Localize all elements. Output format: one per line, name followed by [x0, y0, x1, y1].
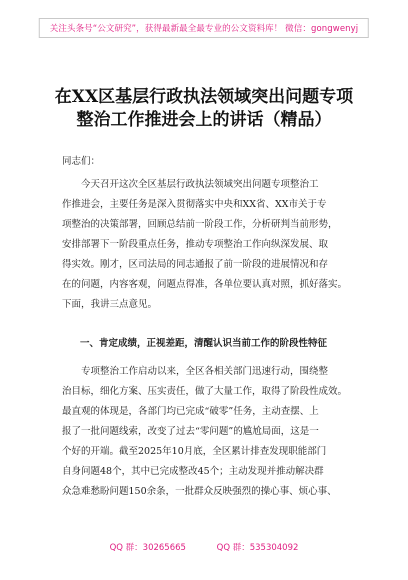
paragraph-line: 治目标，细化方案、压实责任，做了大量工作，取得了阶段性成效。: [62, 386, 348, 397]
title-line-1: 在XX区基层行政执法领域突出问题专项: [54, 87, 354, 107]
paragraph-line: 专项整治工作启动以来，全区各相关部门迅速行动，围绕整: [81, 366, 329, 377]
greeting: 同志们：: [62, 156, 101, 167]
paragraph-line: 项整治的决策部署，回顾总结前一阶段工作，分析研判当前形势，: [62, 219, 338, 230]
footer-contact: [0, 541, 408, 553]
footer-qq-group-2: QQ 群：535304092: [216, 543, 299, 553]
paragraph-line: 最直观的体现是，各部门均已完成“破零”任务，主动查摆、上: [62, 406, 319, 417]
paragraph-progress: [62, 362, 352, 502]
header-banner: 关注头条号“公文研究”，获得最新最全最专业的公文资料库！ 微信：gongwenyj: [39, 18, 369, 38]
footer-qq-group-1: QQ 群：30265665: [109, 543, 186, 553]
paragraph-intro: [62, 175, 352, 315]
paragraph-line: 今天召开这次全区基层行政执法领域突出问题专项整治工: [81, 179, 319, 190]
paragraph-line: 报了一批问题线索，改变了过去“零问题”的尴尬局面，这是一: [62, 426, 319, 437]
title-line-2: 整治工作推进会上的讲话（精品）: [76, 110, 332, 130]
paragraph-line: 自身问题48个，其中已完成整改45个；主动发现并推动解决群: [62, 466, 324, 477]
section-heading: 一、肯定成绩，正视差距，清醒认识当前工作的阶段性特征: [80, 338, 328, 349]
document-title: [34, 86, 374, 132]
paragraph-line: 下面，我讲三点意见。: [62, 299, 158, 310]
paragraph-line: 众急难愁盼问题150余条，一批群众反映强烈的操心事、烦心事、: [62, 486, 337, 497]
paragraph-line: 得实效。刚才，区司法局的同志通报了前一阶段的进展情况和存: [62, 259, 329, 270]
paragraph-line: 在的问题，内容客观，问题点得准，各单位要认真对照，抓好落实。: [62, 279, 348, 290]
paragraph-line: 作推进会，主要任务是深入贯彻落实中央和XX省、XX市关于专: [62, 199, 327, 210]
paragraph-line: 个好的开端。截至2025年10月底，全区累计排查发现职能部门: [62, 446, 327, 457]
paragraph-line: 安排部署下一阶段重点任务，推动专项整治工作向纵深发展、取: [62, 239, 329, 250]
